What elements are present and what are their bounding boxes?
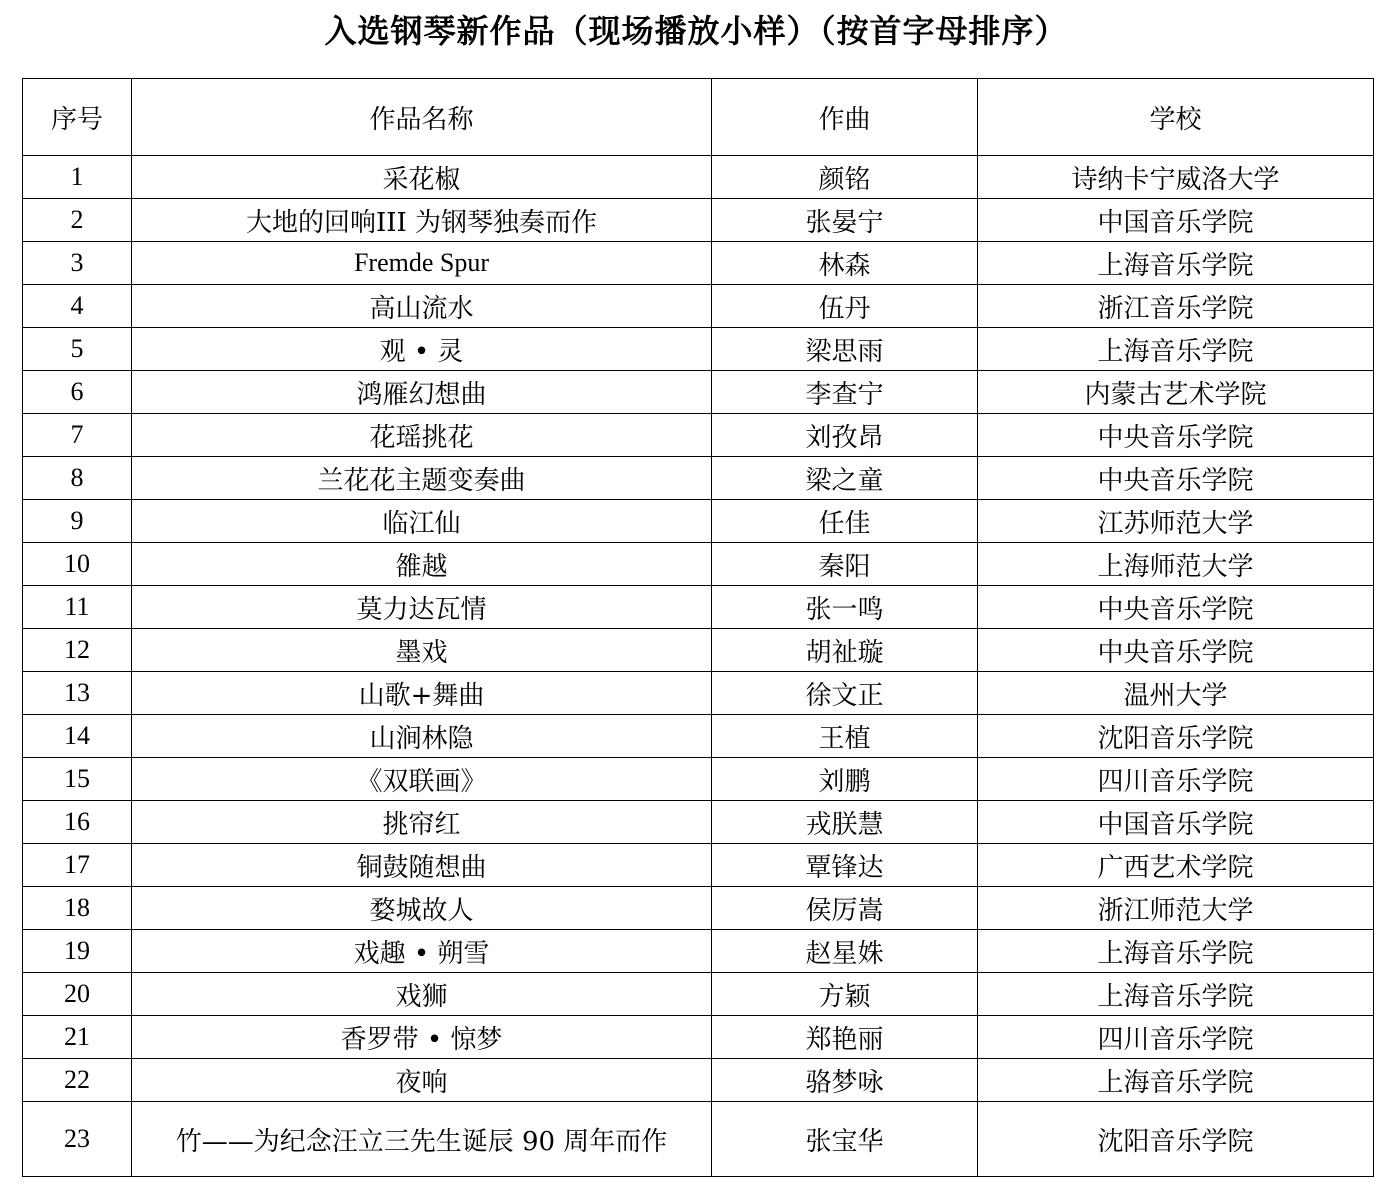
table-row <box>23 328 1374 371</box>
cell-title: 墨戏 <box>132 629 712 672</box>
cell-title: 鸿雁幻想曲 <box>132 371 712 414</box>
header-index: 序号 <box>23 79 132 156</box>
cell-composer: 梁思雨 <box>712 328 978 371</box>
cell-composer: 张一鸣 <box>712 586 978 629</box>
cell-title: 临江仙 <box>132 500 712 543</box>
table-row <box>23 629 1374 672</box>
table-row <box>23 758 1374 801</box>
cell-school: 广西艺术学院 <box>978 844 1374 887</box>
cell-composer: 秦阳 <box>712 543 978 586</box>
cell-composer: 胡祉璇 <box>712 629 978 672</box>
cell-school: 浙江师范大学 <box>978 887 1374 930</box>
cell-index: 5 <box>23 328 132 371</box>
table-row <box>23 1102 1374 1177</box>
cell-index: 9 <box>23 500 132 543</box>
cell-school: 内蒙古艺术学院 <box>978 371 1374 414</box>
cell-title: 夜响 <box>132 1059 712 1102</box>
cell-index: 22 <box>23 1059 132 1102</box>
cell-index: 20 <box>23 973 132 1016</box>
cell-composer: 林森 <box>712 242 978 285</box>
table-row <box>23 930 1374 973</box>
cell-school: 中国音乐学院 <box>978 801 1374 844</box>
cell-index: 11 <box>23 586 132 629</box>
table-row <box>23 715 1374 758</box>
cell-school: 上海音乐学院 <box>978 930 1374 973</box>
header-title: 作品名称 <box>132 79 712 156</box>
table-row <box>23 242 1374 285</box>
table-row <box>23 973 1374 1016</box>
cell-school: 中央音乐学院 <box>978 629 1374 672</box>
cell-index: 10 <box>23 543 132 586</box>
cell-index: 4 <box>23 285 132 328</box>
cell-title: 挑帘红 <box>132 801 712 844</box>
table-row <box>23 1016 1374 1059</box>
table-row <box>23 801 1374 844</box>
cell-school: 上海音乐学院 <box>978 328 1374 371</box>
cell-title: 观 • 灵 <box>132 328 712 371</box>
table-body <box>23 156 1374 1177</box>
table-row <box>23 672 1374 715</box>
cell-index: 12 <box>23 629 132 672</box>
table-row <box>23 844 1374 887</box>
cell-composer: 刘鹏 <box>712 758 978 801</box>
cell-school: 中国音乐学院 <box>978 199 1374 242</box>
cell-composer: 骆梦咏 <box>712 1059 978 1102</box>
cell-title: 戏趣 • 朔雪 <box>132 930 712 973</box>
cell-index: 17 <box>23 844 132 887</box>
cell-composer: 梁之童 <box>712 457 978 500</box>
cell-composer: 赵星姝 <box>712 930 978 973</box>
cell-composer: 李查宁 <box>712 371 978 414</box>
table-row <box>23 457 1374 500</box>
table-row <box>23 414 1374 457</box>
cell-composer: 颜铭 <box>712 156 978 199</box>
cell-index: 18 <box>23 887 132 930</box>
cell-index: 16 <box>23 801 132 844</box>
cell-school: 中央音乐学院 <box>978 414 1374 457</box>
cell-composer: 任佳 <box>712 500 978 543</box>
cell-school: 中央音乐学院 <box>978 586 1374 629</box>
cell-title: 香罗带 • 惊梦 <box>132 1016 712 1059</box>
cell-school: 温州大学 <box>978 672 1374 715</box>
cell-composer: 覃锋达 <box>712 844 978 887</box>
cell-composer: 刘孜昂 <box>712 414 978 457</box>
table-row <box>23 156 1374 199</box>
cell-index: 7 <box>23 414 132 457</box>
works-table <box>22 78 1374 1177</box>
table-row <box>23 887 1374 930</box>
cell-index: 1 <box>23 156 132 199</box>
cell-school: 沈阳音乐学院 <box>978 715 1374 758</box>
cell-title: 花瑶挑花 <box>132 414 712 457</box>
cell-composer: 伍丹 <box>712 285 978 328</box>
cell-composer: 戎朕慧 <box>712 801 978 844</box>
cell-title: 铜鼓随想曲 <box>132 844 712 887</box>
cell-title: 《双联画》 <box>132 758 712 801</box>
cell-composer: 张晏宁 <box>712 199 978 242</box>
document-title: 入选钢琴新作品（现场播放小样）（按首字母排序） <box>324 12 1068 50</box>
cell-title: 婺城故人 <box>132 887 712 930</box>
table-row <box>23 199 1374 242</box>
cell-composer: 郑艳丽 <box>712 1016 978 1059</box>
cell-school: 上海师范大学 <box>978 543 1374 586</box>
cell-title: 高山流水 <box>132 285 712 328</box>
cell-school: 四川音乐学院 <box>978 1016 1374 1059</box>
cell-composer: 王植 <box>712 715 978 758</box>
cell-school: 浙江音乐学院 <box>978 285 1374 328</box>
cell-title: 竹——为纪念汪立三先生诞辰 90 周年而作 <box>132 1102 712 1177</box>
cell-composer: 徐文正 <box>712 672 978 715</box>
cell-index: 15 <box>23 758 132 801</box>
table-row <box>23 285 1374 328</box>
cell-school: 上海音乐学院 <box>978 1059 1374 1102</box>
cell-composer: 方颖 <box>712 973 978 1016</box>
cell-index: 8 <box>23 457 132 500</box>
cell-index: 2 <box>23 199 132 242</box>
cell-title: 山歌+舞曲 <box>132 672 712 715</box>
cell-title: 采花椒 <box>132 156 712 199</box>
cell-title: 莫力达瓦情 <box>132 586 712 629</box>
cell-school: 上海音乐学院 <box>978 973 1374 1016</box>
cell-index: 6 <box>23 371 132 414</box>
cell-school: 中央音乐学院 <box>978 457 1374 500</box>
cell-school: 江苏师范大学 <box>978 500 1374 543</box>
cell-composer: 侯厉嵩 <box>712 887 978 930</box>
table-header-row <box>23 79 1374 156</box>
table-row <box>23 1059 1374 1102</box>
cell-index: 21 <box>23 1016 132 1059</box>
cell-index: 14 <box>23 715 132 758</box>
cell-title: 大地的回响III 为钢琴独奏而作 <box>132 199 712 242</box>
cell-title: 雒越 <box>132 543 712 586</box>
cell-title: 戏狮 <box>132 973 712 1016</box>
table-row <box>23 500 1374 543</box>
header-composer: 作曲 <box>712 79 978 156</box>
cell-school: 沈阳音乐学院 <box>978 1102 1374 1177</box>
header-school: 学校 <box>978 79 1374 156</box>
table-row <box>23 586 1374 629</box>
cell-title: 兰花花主题变奏曲 <box>132 457 712 500</box>
cell-index: 13 <box>23 672 132 715</box>
cell-title: Fremde Spur <box>132 242 712 285</box>
table-row <box>23 543 1374 586</box>
cell-title: 山涧林隐 <box>132 715 712 758</box>
table-row <box>23 371 1374 414</box>
cell-index: 23 <box>23 1102 132 1177</box>
cell-school: 上海音乐学院 <box>978 242 1374 285</box>
cell-index: 3 <box>23 242 132 285</box>
cell-school: 诗纳卡宁威洛大学 <box>978 156 1374 199</box>
cell-composer: 张宝华 <box>712 1102 978 1177</box>
cell-index: 19 <box>23 930 132 973</box>
cell-school: 四川音乐学院 <box>978 758 1374 801</box>
